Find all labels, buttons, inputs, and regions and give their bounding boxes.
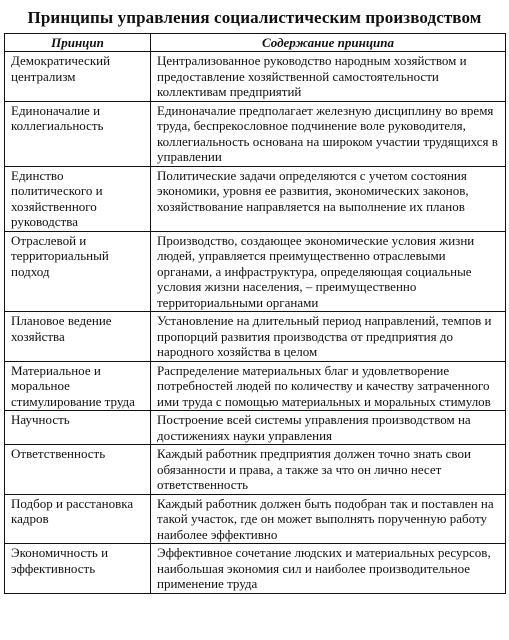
table-row <box>5 361 506 411</box>
principle-cell: Демократический централизм <box>5 52 151 102</box>
principle-cell: Отраслевой и территориальный подход <box>5 231 151 312</box>
principle-cell: Плановое ведение хозяйства <box>5 312 151 362</box>
principle-cell: Материальное и моральное стимулирование труда <box>5 361 151 411</box>
table-header-row <box>5 34 506 52</box>
content-cell: Каждый работник должен быть подобран так и поставлен на такой участок, где он может выполнять порученную работу наиболее эффективно <box>151 494 506 544</box>
principle-cell: Научность <box>5 411 151 445</box>
content-cell: Распределение материальных благ и удовлетворение потребностей людей по количеству и качеству затраченного ими труда с помощью материальных и моральных стимулов <box>151 361 506 411</box>
content-cell: Единоначалие предполагает железную дисциплину во время труда, беспрекословное подчинение воле руководителя, коллегиальность основана на широком участии трудящихся в управлении <box>151 101 506 166</box>
principles-table <box>4 33 506 594</box>
principle-cell: Единоначалие и коллегиальность <box>5 101 151 166</box>
content-cell: Каждый работник предприятия должен точно знать свои обязанности и права, а также за что он лично несет ответственность <box>151 445 506 495</box>
header-principle: Принцип <box>5 34 151 52</box>
table-row <box>5 411 506 445</box>
principle-cell: Ответственность <box>5 445 151 495</box>
table-row <box>5 445 506 495</box>
table-row <box>5 52 506 102</box>
table-row <box>5 231 506 312</box>
content-cell: Эффективное сочетание людских и материальных ресурсов, наибольшая экономия сил и наиболее производительное применение труда <box>151 544 506 594</box>
page-title: Принципы управления социалистическим производством <box>27 8 482 27</box>
content-cell: Политические задачи определяются с учетом состояния экономики, уровня ее развития, экономических законов, хозяйствование направляется на выполнение их планов <box>151 166 506 231</box>
table-row <box>5 494 506 544</box>
table-row <box>5 101 506 166</box>
principle-cell: Экономичность и эффективность <box>5 544 151 594</box>
principle-cell: Единство политического и хозяйственного руководства <box>5 166 151 231</box>
content-cell: Централизованное руководство народным хозяйством и предоставление хозяйственной самостоятельности коллективам предприятий <box>151 52 506 102</box>
header-content: Содержание принципа <box>151 34 506 52</box>
content-cell: Установление на длительный период направлений, темпов и пропорций развития производства от предприятия до народного хозяйства в целом <box>151 312 506 362</box>
content-cell: Построение всей системы управления производством на достижениях науки управления <box>151 411 506 445</box>
table-row <box>5 544 506 594</box>
principle-cell: Подбор и расстановка кадров <box>5 494 151 544</box>
table-row <box>5 166 506 231</box>
table-row <box>5 312 506 362</box>
content-cell: Производство, создающее экономические условия жизни людей, управляется преимущественно отраслевыми органами, а инфраструктура, определяющая социальные условия жизни населения, – преимущественно территориальными органами <box>151 231 506 312</box>
